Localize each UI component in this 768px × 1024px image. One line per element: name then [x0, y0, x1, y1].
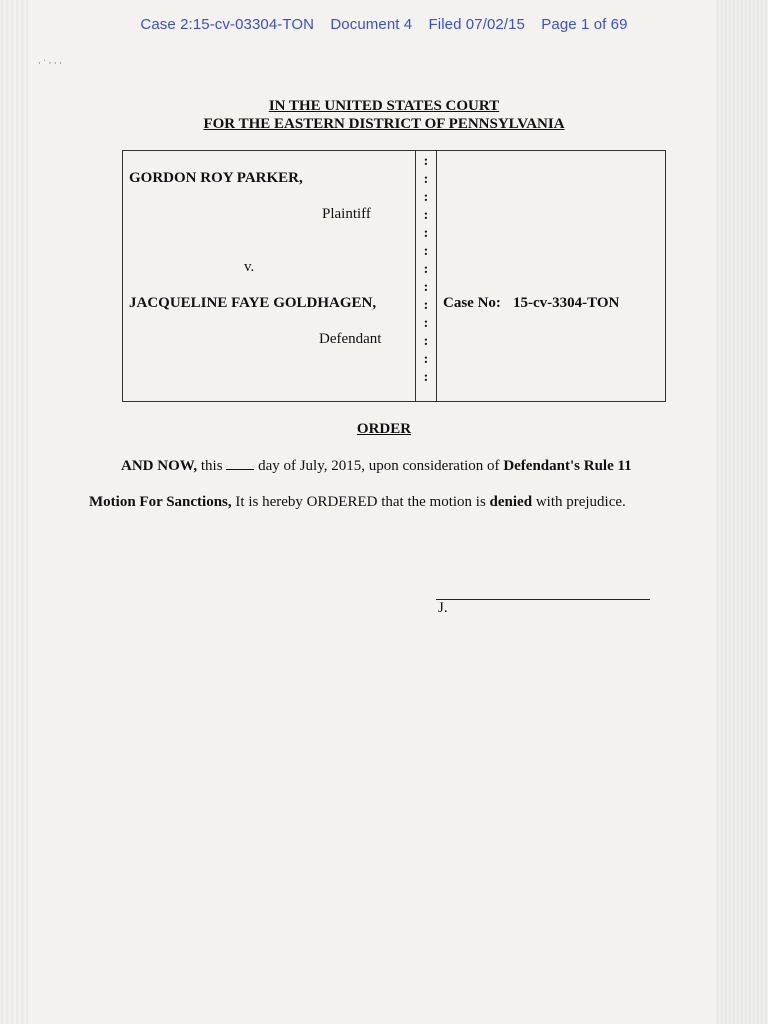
order-text-date: day of July, 2015, upon consideration of: [254, 458, 504, 474]
colon-mark: :: [423, 226, 429, 241]
case-caption-box: [122, 150, 666, 402]
day-blank-line: [226, 457, 254, 470]
plaintiff-name: GORDON ROY PARKER,: [129, 170, 303, 186]
colon-mark: :: [423, 262, 429, 277]
case-number-value: 15-cv-3304-TON: [513, 295, 620, 311]
colon-mark: :: [423, 244, 429, 259]
scan-edge-right: [716, 0, 768, 1024]
court-heading-line2: FOR THE EASTERN DISTRICT OF PENNSYLVANIA: [203, 116, 565, 132]
colon-mark: :: [423, 316, 429, 331]
case-number-label: Case No:: [443, 295, 501, 311]
filing-page-count: Page 1 of 69: [541, 16, 628, 33]
scan-edge-left: [0, 0, 28, 1024]
colon-mark: :: [423, 208, 429, 223]
judge-suffix: J.: [438, 600, 448, 616]
court-heading-line1: IN THE UNITED STATES COURT: [268, 98, 500, 114]
filing-header-stamp: [0, 16, 768, 33]
order-ruling: denied: [489, 494, 533, 510]
scan-specks: · ˈ · · ·: [38, 58, 62, 68]
colon-mark: :: [423, 154, 429, 169]
order-body-line1: [121, 457, 632, 475]
order-text-prejudice: with prejudice.: [532, 494, 626, 510]
filing-date: Filed 07/02/15: [428, 16, 525, 33]
colon-mark: :: [423, 298, 429, 313]
colon-mark: :: [423, 352, 429, 367]
order-motion-title-part1: Defendant's Rule 11: [503, 458, 632, 474]
colon-mark: :: [423, 280, 429, 295]
filing-case-number: Case 2:15-cv-03304-TON: [140, 16, 315, 33]
order-motion-title-part2: Motion For Sanctions,: [89, 494, 232, 510]
colon-mark: :: [423, 370, 429, 385]
order-title: ORDER: [356, 421, 412, 437]
defendant-name: JACQUELINE FAYE GOLDHAGEN,: [129, 295, 377, 311]
colon-mark: :: [423, 172, 429, 187]
order-text-this: this: [197, 458, 227, 474]
caption-colon-divider: [415, 151, 437, 401]
plaintiff-role: Plaintiff: [322, 206, 371, 222]
order-lead: AND NOW,: [121, 458, 198, 474]
order-body-line2: [89, 494, 626, 511]
filing-document-number: Document 4: [330, 16, 413, 33]
defendant-role: Defendant: [319, 331, 382, 347]
court-heading: [0, 97, 768, 133]
judge-signature-line: [436, 599, 650, 600]
versus-label: v.: [244, 259, 255, 275]
colon-mark: :: [423, 190, 429, 205]
order-text-ordered: It is hereby ORDERED that the motion is: [231, 494, 490, 510]
colon-mark: :: [423, 334, 429, 349]
